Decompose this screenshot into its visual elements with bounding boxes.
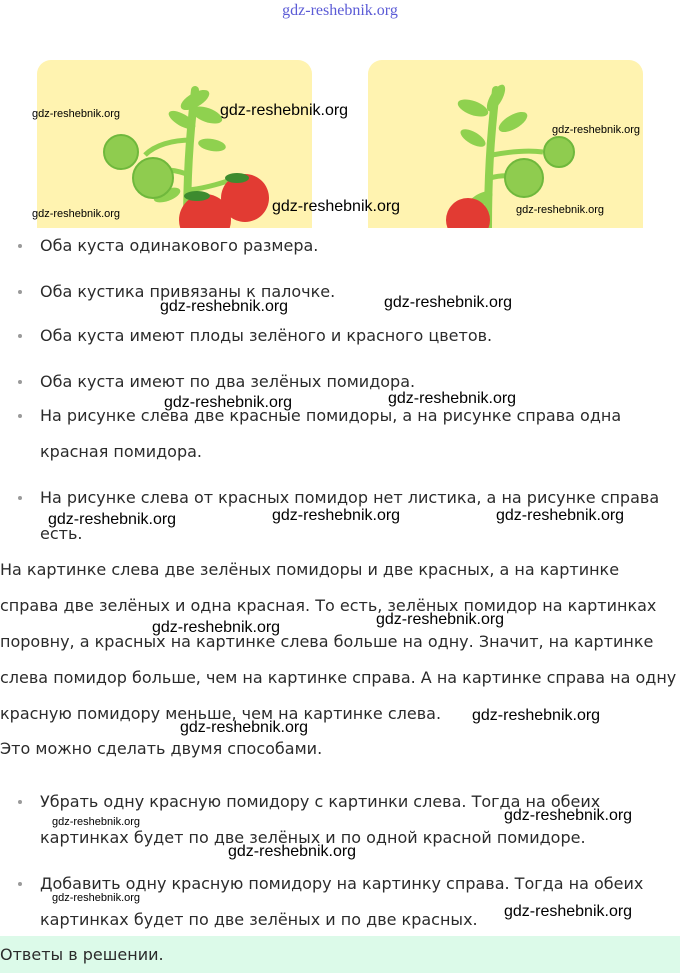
- watermark: gdz-reshebnik.org: [48, 511, 177, 528]
- list-item: На рисунке слева две красные помидоры, а на рисунке справа одна красная помидора.: [0, 398, 680, 480]
- comparison-list: [0, 228, 680, 552]
- list-item: Оба кустика привязаны к палочке.: [0, 274, 680, 318]
- watermark: gdz-reshebnik.org: [52, 892, 141, 904]
- site-header[interactable]: gdz-reshebnik.org: [282, 2, 398, 19]
- watermark: gdz-reshebnik.org: [272, 198, 401, 215]
- watermark: gdz-reshebnik.org: [384, 294, 513, 311]
- tomato-bush-left-icon: [37, 60, 312, 228]
- watermark: gdz-reshebnik.org: [160, 298, 289, 315]
- watermark: gdz-reshebnik.org: [32, 208, 121, 220]
- watermark: gdz-reshebnik.org: [180, 719, 309, 736]
- answer-box: Ответы в решении.: [0, 936, 680, 973]
- watermark: gdz-reshebnik.org: [552, 124, 641, 136]
- explanation-paragraph: На картинке слева две зелёных помидоры и две красных, а на картинке справа две зелёных и одна красная. То есть, зелёных помидор на картинках поровну, а красных на картинке слева больше на одну. Значит, на картинке слева помидор больше, чем на картинке справа. А на картинке справа на одну красную помидору меньше, чем на картинке слева.: [0, 560, 677, 723]
- watermark: gdz-reshebnik.org: [32, 108, 121, 120]
- watermark: gdz-reshebnik.org: [496, 507, 625, 524]
- watermark: gdz-reshebnik.org: [220, 102, 349, 119]
- tomato-bush-right-icon: [368, 60, 643, 228]
- list-item: Оба куста имеют плоды зелёного и красного цветов.: [0, 318, 680, 364]
- watermark: gdz-reshebnik.org: [376, 611, 505, 628]
- watermark: gdz-reshebnik.org: [228, 843, 357, 860]
- list-item: Убрать одну красную помидору с картинки слева. Тогда на обеих картинках будет по две зелёных и по одной красной помидоре.: [0, 784, 680, 866]
- list-item: Оба куста имеют по два зелёных помидора.: [0, 364, 680, 398]
- watermark: gdz-reshebnik.org: [152, 619, 281, 636]
- watermark: gdz-reshebnik.org: [504, 807, 633, 824]
- methods-intro: Это можно сделать двумя способами.: [0, 739, 323, 758]
- watermark: gdz-reshebnik.org: [164, 394, 293, 411]
- watermark: gdz-reshebnik.org: [472, 707, 601, 724]
- picture-left: [37, 60, 312, 228]
- list-item: На рисунке слева от красных помидор нет листика, а на рисунке справа есть.: [0, 480, 680, 552]
- watermark: gdz-reshebnik.org: [388, 390, 517, 407]
- watermark: gdz-reshebnik.org: [272, 507, 401, 524]
- watermark: gdz-reshebnik.org: [52, 816, 141, 828]
- methods-list: [0, 784, 680, 938]
- watermark: gdz-reshebnik.org: [516, 204, 605, 216]
- picture-right: [368, 60, 643, 228]
- watermark: gdz-reshebnik.org: [504, 903, 633, 920]
- list-item: Оба куста одинакового размера.: [0, 228, 680, 274]
- list-item: Добавить одну красную помидору на картинку справа. Тогда на обеих картинках будет по две зелёных и по две красных.: [0, 866, 680, 938]
